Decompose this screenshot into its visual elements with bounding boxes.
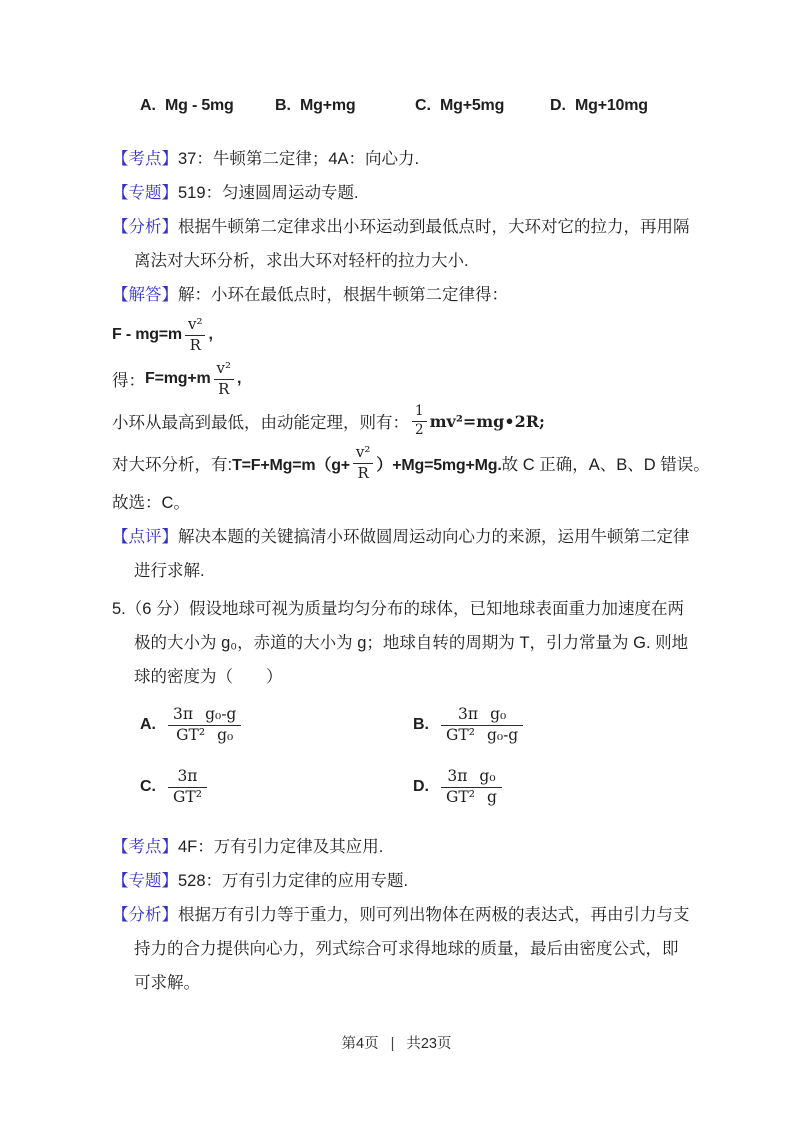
numerator-part-1: 3π (173, 705, 194, 724)
fraction-numerator: v² (185, 316, 206, 335)
denominator-part-1: GT² (176, 726, 206, 744)
q5-option-a (140, 705, 413, 744)
formula-3-intro: 小环从最高到最低，由动能定理，则有： (112, 414, 409, 432)
denominator-part-2: g (486, 788, 497, 806)
footer-page-number: 第4页 (341, 1036, 379, 1052)
jieda-text: 解：小环在最低点时，根据牛顿第二定律得： (178, 286, 508, 304)
footer-separator: | (390, 1036, 395, 1052)
kaodian-text: 4F：万有引力定律及其应用. (178, 838, 384, 856)
zhuanti-tag: 【专题】 (112, 872, 178, 890)
kaodian-tag: 【考点】 (112, 838, 178, 856)
numerator-part-1: 3π (458, 705, 479, 724)
formula-2-intro: 得： (112, 372, 145, 390)
formula-4-rhs: ）+Mg=5mg+Mg. (376, 456, 502, 474)
q5-option-c-fraction (168, 767, 207, 806)
formula-work-energy (112, 402, 693, 440)
numerator-part-2: g₀ (479, 767, 496, 786)
fenxi-tag: 【分析】 (112, 906, 178, 924)
q4-option-d-label: D. (550, 97, 566, 114)
formula-4-intro: 对大环分析，有: (112, 456, 233, 474)
q5-fenxi-paragraph (112, 898, 693, 1000)
q4-jieda-line (112, 278, 693, 312)
q5-stem (112, 592, 693, 694)
kaodian-text: 37：牛顿第二定律；4A：向心力. (178, 150, 420, 168)
formula-2-punct: , (237, 370, 242, 387)
kaodian-tag: 【考点】 (112, 150, 178, 168)
q5-options-row-1 (140, 698, 693, 752)
q5-option-c-label: C. (140, 778, 156, 795)
q4-option-b (275, 97, 415, 115)
formula-2-lhs: F=mg+m (145, 370, 211, 387)
q5-option-a-fraction (168, 705, 241, 744)
q4-kaodian-line (112, 142, 693, 176)
formula-4-verdict: 故 C 正确，A、B、D 错误。 (501, 456, 710, 474)
q5-option-d-fraction (441, 767, 502, 806)
fraction-numerator: v² (353, 444, 374, 463)
fraction-denominator: R (357, 463, 369, 482)
fraction-v2-over-r (185, 316, 206, 354)
fraction-numerator: v² (214, 360, 235, 379)
q5-option-b-label: B. (413, 716, 429, 733)
fenxi-tag: 【分析】 (112, 218, 178, 236)
q4-option-a (140, 97, 275, 115)
numerator-part-1: 3π (447, 767, 468, 786)
zhuanti-text: 528：万有引力定律的应用专题. (178, 872, 409, 890)
page-footer (0, 1032, 793, 1053)
q4-option-b-text: Mg+mg (300, 97, 356, 114)
fraction-numerator: 1 (412, 404, 427, 422)
fraction-numerator (441, 705, 523, 726)
q5-option-c (140, 767, 413, 806)
denominator-part-1: GT² (446, 788, 475, 806)
q5-option-d-label: D. (413, 778, 429, 795)
numerator-part-1: 3π (177, 767, 198, 786)
fraction-v2-over-r (353, 444, 374, 482)
zhuanti-tag: 【专题】 (112, 184, 178, 202)
denominator-part-1: GT² (173, 788, 202, 806)
q5-stem-text: 5.（6 分）假设地球可视为质量均匀分布的球体，已知地球表面重力加速度在两极的大小为 g₀，赤道的大小为 g；地球自转的周期为 T，引力常量为 G. 则地球的密度为（ ） (112, 600, 689, 686)
q5-options-grid (112, 698, 693, 814)
q5-option-d (413, 767, 502, 806)
fenxi-text: 根据牛顿第二定律求出小环运动到最低点时，大环对它的拉力，再用隔离法对大环分析，求出大环对轻杆的拉力大小. (134, 218, 690, 270)
dianping-tag: 【点评】 (112, 528, 178, 546)
denominator-part-1: GT² (446, 726, 475, 744)
fraction-numerator (168, 767, 207, 788)
q5-option-b-fraction (441, 705, 523, 744)
formula-1-punct: , (208, 326, 213, 343)
q4-option-a-label: A. (140, 97, 156, 114)
footer-total-pages: 共23页 (406, 1036, 452, 1052)
fraction-denominator (168, 726, 241, 745)
fraction-one-half (412, 404, 427, 438)
q4-option-c-label: C. (415, 97, 431, 114)
q4-option-b-label: B. (275, 97, 291, 114)
denominator-part-2: g₀ (217, 726, 234, 744)
q5-options-row-2 (140, 760, 693, 814)
q4-options-row (112, 97, 693, 115)
formula-newton-lowest-point (112, 314, 693, 356)
fraction-denominator: 2 (415, 421, 424, 438)
q4-option-a-text: Mg - 5mg (165, 97, 234, 114)
formula-tension-result (112, 358, 693, 400)
fraction-denominator (441, 788, 502, 807)
zhuanti-text: 519：匀速圆周运动专题. (178, 184, 359, 202)
formula-4-lhs: T=F+Mg=m（g+ (232, 456, 350, 474)
denominator-part-2: g₀-g (486, 726, 519, 744)
numerator-part-2: g₀ (490, 705, 507, 724)
jieda-tag: 【解答】 (112, 286, 178, 304)
q4-option-c (415, 97, 550, 115)
fraction-denominator: R (218, 379, 230, 398)
q4-zhuanti-line (112, 176, 693, 210)
numerator-part-2: g₀-g (205, 705, 237, 724)
fraction-denominator: R (189, 335, 201, 354)
fraction-denominator (168, 788, 207, 807)
fraction-numerator (168, 705, 241, 726)
fraction-v2-over-r (214, 360, 235, 398)
q4-conclusion: 故选：C。 (112, 494, 190, 512)
formula-3-equation: mv²=mg•2R; (429, 411, 545, 431)
q4-fenxi-paragraph (112, 210, 693, 278)
q4-dianping-paragraph (112, 520, 693, 588)
fenxi-text: 根据万有引力等于重力，则可列出物体在两极的表达式，再由引力与支持力的合力提供向心力，列式综合可求得地球的质量，最后由密度公式，即可求解。 (134, 906, 690, 992)
formula-big-ring (112, 442, 710, 484)
formula-1-lhs: F - mg=m (112, 326, 182, 343)
q5-option-b (413, 705, 523, 744)
q4-option-d-text: Mg+10mg (575, 97, 648, 114)
fraction-denominator (441, 726, 523, 745)
q4-option-d (550, 97, 648, 115)
q5-zhuanti-line (112, 864, 693, 898)
q5-kaodian-line (112, 830, 693, 864)
q4-option-c-text: Mg+5mg (440, 97, 505, 114)
q5-option-a-label: A. (140, 716, 156, 733)
fraction-numerator (441, 767, 502, 788)
dianping-text: 解决本题的关键搞清小环做圆周运动向心力的来源，运用牛顿第二定律进行求解. (134, 528, 690, 580)
